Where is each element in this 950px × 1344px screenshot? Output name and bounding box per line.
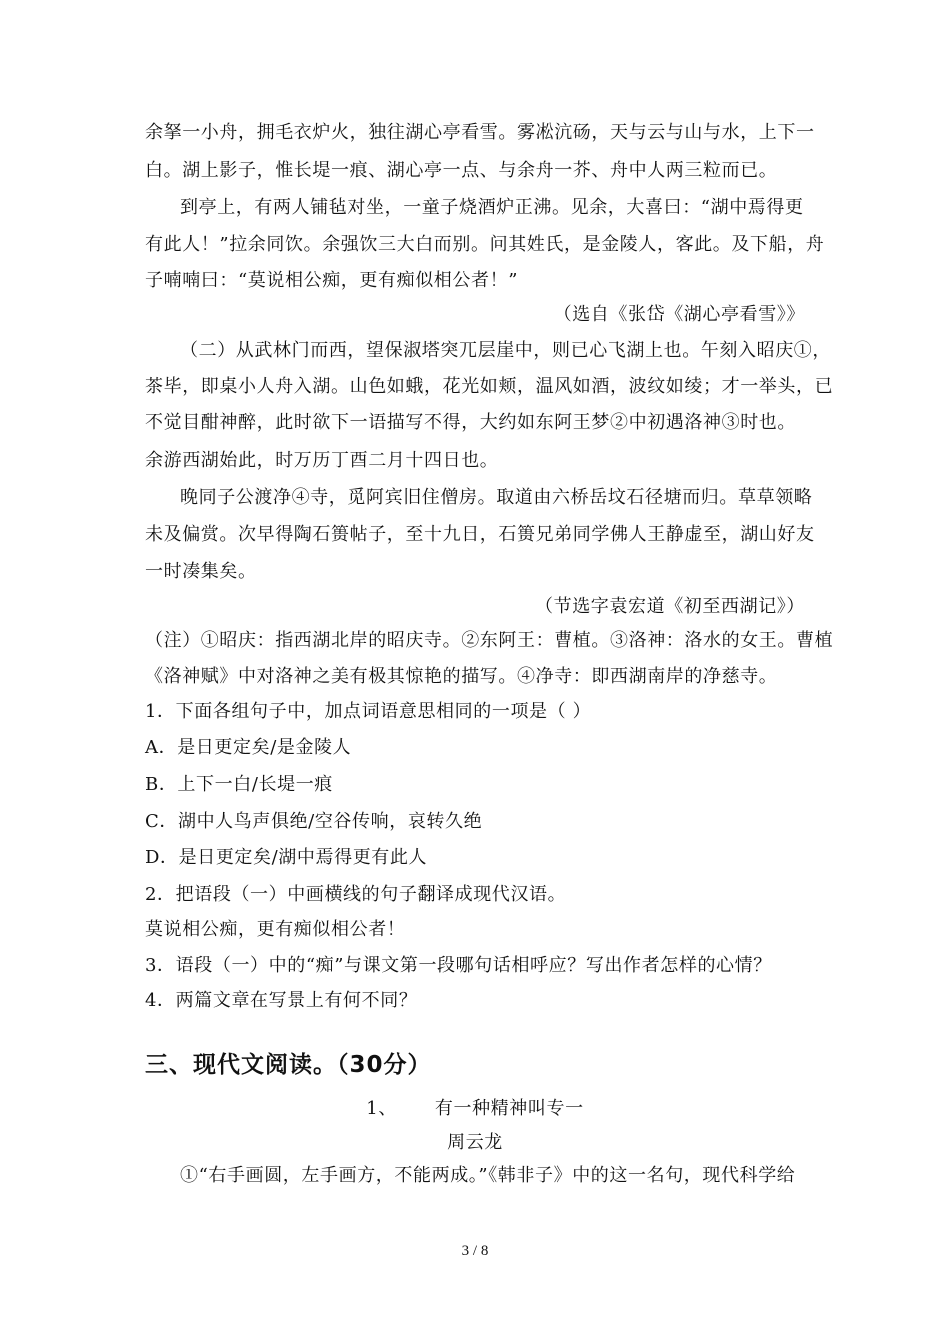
page-number: 3 / 8 <box>461 1243 489 1259</box>
option-d: D．是日更定矣/湖中焉得更有此人 <box>145 847 428 868</box>
passage-two-line: 未及偏赏。次早得陶石篑帖子，至十九日，石篑兄弟同学佛人王静虚至，湖山好友 <box>145 524 815 545</box>
passage-one-line: 有此人！”拉余同饮。余强饮三大白而别。问其姓氏，是金陵人，客此。及下船，舟 <box>145 234 825 255</box>
passage-one-line: 余拏一小舟，拥毛衣炉火，独往湖心亭看雪。雾凇沆砀，天与云与山与水，上下一 <box>145 122 815 143</box>
passage-two-line: （二）从武林门而西，望保淑塔突兀层崖中，则已心飞湖上也。午刻入昭庆①， <box>180 340 831 361</box>
question-1: 1．下面各组句子中，加点词语意思相同的一项是（ ） <box>145 701 592 722</box>
underlined-sentence: 莫说相公痴，更有痴似相公者！ <box>145 919 406 940</box>
question-3: 3．语段（一）中的“痴”与课文第一段哪句话相呼应？写出作者怎样的心情？ <box>145 955 772 976</box>
section-heading: 三、现代文阅读。（30分） <box>145 1052 432 1078</box>
passage-two-line: 一时凑集矣。 <box>145 561 257 582</box>
option-a: A．是日更定矣/是金陵人 <box>145 737 352 758</box>
option-c: C．湖中人鸟声俱绝/空谷传响，哀转久绝 <box>145 811 483 832</box>
passage-two-line: 茶毕，即桌小人舟入湖。山色如蛾，花光如颊，温风如酒，波纹如绫；才一举头，已 <box>145 376 834 397</box>
notes-line: （注）①昭庆：指西湖北岸的昭庆寺。②东阿王：曹植。③洛神：洛水的女王。曹植 <box>145 630 834 651</box>
question-2: 2．把语段（一）中画横线的句子翻译成现代汉语。 <box>145 884 567 905</box>
notes-line: 《洛神赋》中对洛神之美有极其惊艳的描写。④净寺：即西湖南岸的净慈寺。 <box>145 666 778 687</box>
source-citation-one: （选自《张岱《湖心亭看雪》》 <box>553 304 805 325</box>
passage-two-line: 不觉目酣神醉，此时欲下一语描写不得，大约如东阿王梦②中初遇洛神③时也。 <box>145 412 796 433</box>
article-author: 周云龙 <box>447 1132 503 1153</box>
passage-two-line: 余游西湖始此，时万历丁酉二月十四日也。 <box>145 450 499 471</box>
question-4: 4．两篇文章在写景上有何不同？ <box>145 990 418 1011</box>
passage-one-line: 到亭上，有两人铺毡对坐，一童子烧酒炉正沸。见余，大喜曰：“湖中焉得更 <box>180 197 804 218</box>
passage-one-line: 白。湖上影子，惟长堤一痕、湖心亭一点、与余舟一芥、舟中人两三粒而已。 <box>145 160 778 181</box>
option-b: B．上下一白/长堤一痕 <box>145 774 333 795</box>
article-first-line: ①“右手画圆，左手画方，不能两成。”《韩非子》中的这一名句，现代科学给 <box>180 1165 796 1186</box>
source-citation-two: （节选字袁宏道《初至西湖记》） <box>535 596 805 617</box>
passage-one-line: 子喃喃曰：“莫说相公痴，更有痴似相公者！” <box>145 270 519 291</box>
article-title: 1、 有一种精神叫专一 <box>366 1098 584 1119</box>
passage-two-line: 晚同子公渡净④寺，觅阿宾旧住僧房。取道由六桥岳坟石径塘而归。草草领略 <box>180 487 813 508</box>
